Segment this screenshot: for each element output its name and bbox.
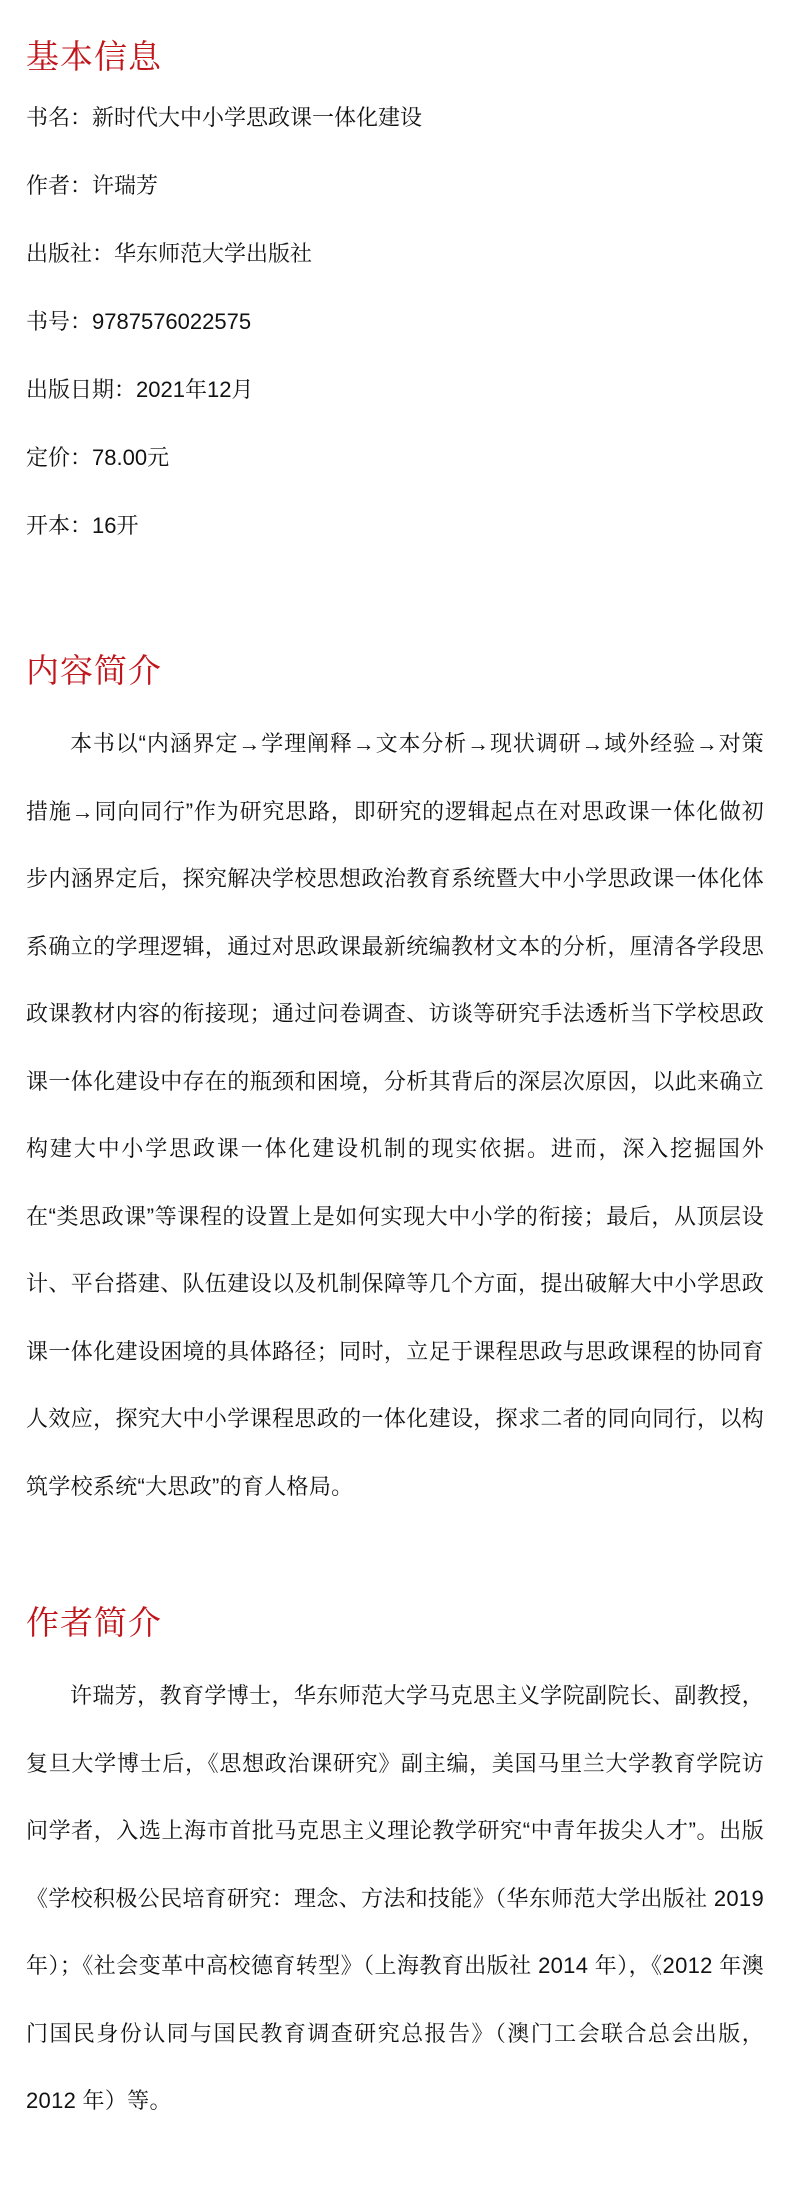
info-label: 作者：: [26, 173, 93, 198]
section-title-basic-info: 基本信息: [26, 38, 162, 75]
info-label: 开本：: [26, 513, 93, 538]
info-row-publisher: [26, 220, 764, 288]
info-value: 新时代大中小学思政课一体化建设: [92, 105, 423, 130]
summary-text: 本书以“内涵界定→学理阐释→文本分析→现状调研→域外经验→对策措施→同向同行”作为研究思路，即研究的逻辑起点在对思政课一体化做初步内涵界定后，探究解决学校思想政治教育系统暨大中小学思政课一体化体系确立的学理逻辑，通过对思政课最新统编教材文本的分析，厘清各学段思政课教材内容的衔接现；通过问卷调查、访谈等研究手法透析当下学校思政课一体化建设中存在的瓶颈和困境，分析其背后的深层次原因，以此来确立构建大中小学思政课一体化建设机制的现实依据。进而，深入挖掘国外在“类思政课”等课程的设置上是如何实现大中小学的衔接；最后，从顶层设计、平台搭建、队伍建设以及机制保障等几个方面，提出破解大中小学思政课一体化建设困境的具体路径；同时，立足于课程思政与思政课程的协同育人效应，探究大中小学课程思政的一体化建设，探求二者的同向同行，以构筑学校系统“大思政”的育人格局。: [26, 731, 764, 1499]
info-label: 定价：: [26, 445, 93, 470]
info-label: 书号：: [26, 309, 93, 334]
info-row-author: [26, 152, 764, 220]
section-title-summary: 内容简介: [26, 652, 162, 689]
info-row-price: [26, 424, 764, 492]
info-value: 华东师范大学出版社: [114, 241, 313, 266]
info-row-publish-date: [26, 356, 764, 424]
basic-info-list: [26, 84, 764, 560]
info-value: 2021年12月: [136, 377, 254, 402]
info-row-isbn: [26, 288, 764, 356]
info-label: 书名：: [26, 105, 93, 130]
info-label: 出版日期：: [26, 377, 137, 402]
info-label: 出版社：: [26, 241, 115, 266]
info-row-book-title: [26, 84, 764, 152]
section-title-author: 作者简介: [26, 1604, 162, 1641]
info-value: 许瑞芳: [92, 173, 159, 198]
author-bio-text: 许瑞芳，教育学博士，华东师范大学马克思主义学院副院长、副教授，复旦大学博士后，《思想政治课研究》副主编，美国马里兰大学教育学院访问学者，入选上海市首批马克思主义理论教学研究“中青年拔尖人才”。出版《学校积极公民培育研究：理念、方法和技能》（华东师范大学出版社 2019 年）；《社会变革中高校德育转型》（上海教育出版社 2014 年），《2012 年澳门国民身份认同与国民教育调查研究总报告》（澳门工会联合总会出版，2012 年）等。: [26, 1683, 764, 2113]
info-value: 16开: [92, 513, 139, 538]
info-value: 9787576022575: [92, 309, 252, 334]
info-value: 78.00元: [92, 445, 170, 470]
info-row-format: [26, 492, 764, 560]
